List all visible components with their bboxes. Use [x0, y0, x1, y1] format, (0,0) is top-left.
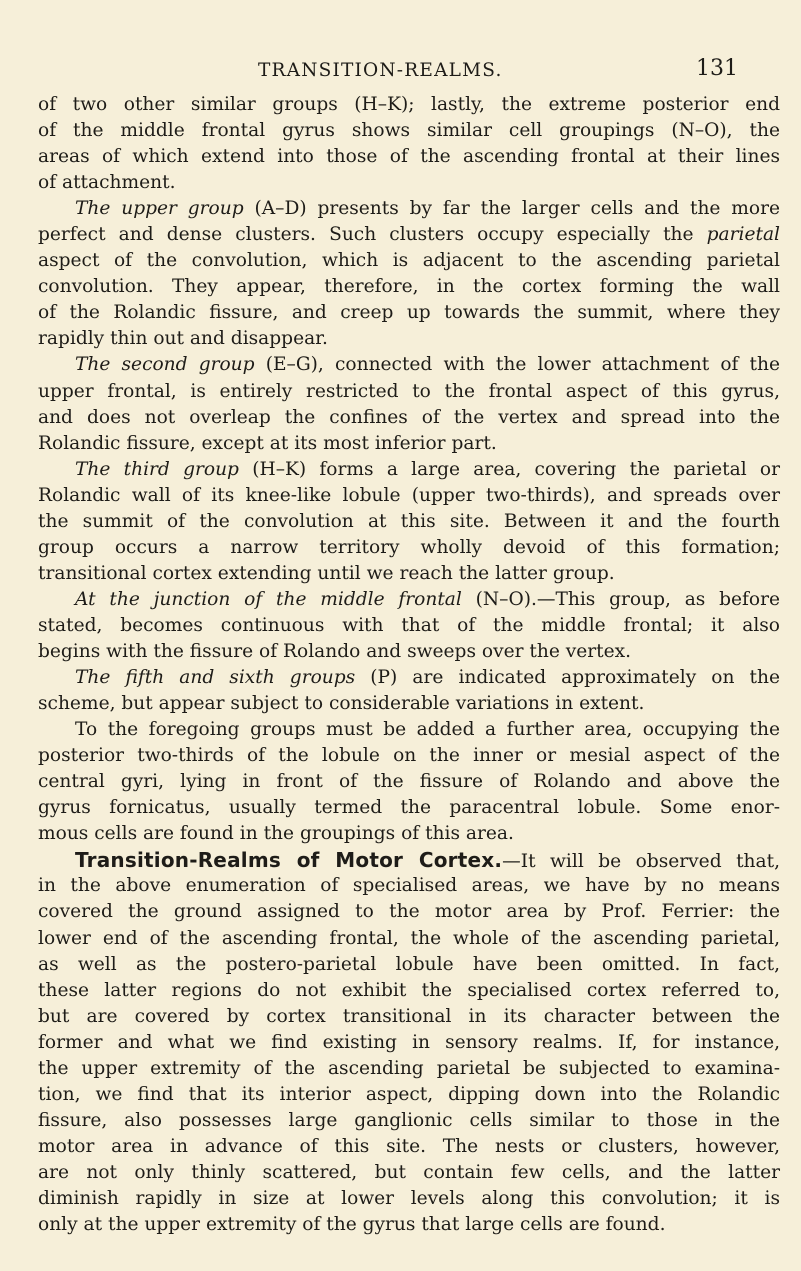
- text-line: [38, 352, 780, 378]
- line-text: scheme, but appear subject to considerable variations in extent.: [38, 693, 645, 715]
- text-line: [38, 665, 780, 691]
- line-text: transitional cortex extending until we reach the latter group.: [38, 562, 615, 584]
- line-text: these latter regions do not exhibit the specialised cortex referred to,: [38, 979, 780, 1001]
- line-text: fissure, also possesses large ganglionic cells similar to those in the: [38, 1109, 780, 1131]
- line-text: of two other similar groups (H–K); lastly, the extreme posterior end: [38, 94, 780, 115]
- line-text: diminish rapidly in size at lower levels along this convolution; it is: [38, 1187, 780, 1209]
- line-text: Rolandic fissure, except at its most inferior part.: [38, 432, 497, 454]
- line-text: of the Rolandic fissure, and creep up towards the summit, where they: [38, 302, 780, 324]
- text-line: [38, 1186, 780, 1212]
- italic-run: The second group: [75, 354, 255, 376]
- text-line: [38, 144, 780, 170]
- line-text: gyrus fornicatus, usually termed the paracentral lobule. Some enor-: [38, 797, 780, 819]
- line-text: the summit of the convolution at this site. Between it and the fourth: [38, 510, 780, 532]
- line-text: Rolandic wall of its knee-like lobule (upper two-thirds), and spreads over: [38, 484, 780, 506]
- line-text: of the middle frontal gyrus shows similar cell groupings (N–O), the: [38, 120, 780, 142]
- body-text: [38, 92, 780, 1238]
- text-line: [38, 274, 780, 300]
- text-line: [38, 431, 780, 457]
- italic-run: At the junction of the middle frontal: [75, 588, 462, 610]
- text-line: [38, 1082, 780, 1108]
- text-line: [38, 1030, 780, 1056]
- line-text: in the above enumeration of specialised areas, we have by no means: [38, 875, 780, 897]
- line-text: (P) are indicated approximately on the: [355, 667, 780, 689]
- line-text: perfect and dense clusters. Such clusters occupy especially the: [38, 224, 707, 246]
- line-text: —It will be observed that,: [502, 851, 780, 873]
- line-text: are not only thinly scattered, but contain few cells, and the latter: [38, 1161, 780, 1183]
- text-line: [38, 196, 780, 222]
- line-text: the upper extremity of the ascending parietal be subjected to examina-: [38, 1057, 780, 1079]
- text-line: [38, 1212, 780, 1238]
- line-text: group occurs a narrow territory wholly devoid of this formation;: [38, 536, 780, 558]
- line-text: upper frontal, is entirely restricted to the frontal aspect of this gyrus,: [38, 380, 780, 402]
- text-line: [38, 457, 780, 483]
- text-line: [38, 1004, 780, 1030]
- text-line: [38, 1134, 780, 1160]
- line-text: posterior two-thirds of the lobule on the inner or mesial aspect of the: [38, 745, 780, 767]
- text-line: [38, 300, 780, 326]
- text-line: [38, 821, 780, 847]
- text-line: [38, 535, 780, 561]
- text-line: [38, 743, 780, 769]
- line-text: areas of which extend into those of the ascending frontal at their lines: [38, 146, 780, 168]
- line-text: tion, we find that its interior aspect, dipping down into the Rolandic: [38, 1083, 780, 1105]
- text-line: [38, 170, 780, 196]
- text-line: [38, 847, 780, 873]
- text-line: [38, 1108, 780, 1134]
- text-line: [38, 405, 780, 431]
- line-text: To the foregoing groups must be added a further area, occupying the: [75, 719, 780, 741]
- text-line: [38, 691, 780, 717]
- line-text: of attachment.: [38, 172, 176, 194]
- line-text: central gyri, lying in front of the fissure of Rolando and above the: [38, 771, 780, 793]
- text-line: [38, 248, 780, 274]
- text-line: [38, 561, 780, 587]
- text-line: [38, 899, 780, 925]
- line-text: motor area in advance of this site. The nests or clusters, however,: [38, 1135, 780, 1157]
- line-text: (N–O).—This group, as before: [461, 588, 780, 610]
- running-head: TRANSITION-REALMS.: [258, 60, 503, 81]
- line-text: as well as the postero-parietal lobule have been omitted. In fact,: [38, 953, 780, 975]
- text-line: [38, 379, 780, 405]
- text-line: [38, 483, 780, 509]
- italic-run: The fifth and sixth groups: [75, 667, 356, 689]
- line-text: covered the ground assigned to the motor area by Prof. Ferrier: the: [38, 901, 780, 923]
- line-text: former and what we find existing in sensory realms. If, for instance,: [38, 1031, 780, 1053]
- line-text: stated, becomes continuous with that of the middle frontal; it also: [38, 614, 780, 636]
- line-text: begins with the fissure of Rolando and sweeps over the vertex.: [38, 640, 632, 662]
- text-line: [38, 639, 780, 665]
- italic-run: The third group: [75, 458, 239, 480]
- text-line: [38, 1160, 780, 1186]
- text-line: [38, 873, 780, 899]
- text-line: [38, 1056, 780, 1082]
- line-text: aspect of the convolution, which is adjacent to the ascending parietal: [38, 250, 780, 272]
- text-line: [38, 326, 780, 352]
- line-text: mous cells are found in the groupings of this area.: [38, 823, 514, 845]
- page-number: 131: [696, 56, 738, 81]
- text-line: [38, 926, 780, 952]
- line-text: (E–G), connected with the lower attachment of the: [254, 354, 780, 376]
- line-text: but are covered by cortex transitional in its character between the: [38, 1005, 780, 1027]
- text-line: [38, 613, 780, 639]
- text-line: [38, 222, 780, 248]
- text-line: [38, 118, 780, 144]
- text-line: [38, 978, 780, 1004]
- section-heading: Transition-Realms of Motor Cortex.: [75, 848, 503, 873]
- line-text: only at the upper extremity of the gyrus that large cells are found.: [38, 1214, 666, 1236]
- line-text: (H–K) forms a large area, covering the parietal or: [238, 458, 780, 480]
- line-text: (A–D) presents by far the larger cells and the more: [243, 198, 780, 220]
- line-text: rapidly thin out and disappear.: [38, 328, 328, 350]
- line-text: lower end of the ascending frontal, the whole of the ascending parietal,: [38, 927, 780, 949]
- text-line: [38, 952, 780, 978]
- text-line: [38, 795, 780, 821]
- text-line: [38, 587, 780, 613]
- italic-run: parietal: [706, 224, 780, 246]
- line-text: convolution. They appear, therefore, in the cortex forming the wall: [38, 276, 780, 298]
- text-line: [38, 92, 780, 118]
- italic-run: The upper group: [75, 198, 244, 220]
- text-line: [38, 717, 780, 743]
- text-line: [38, 509, 780, 535]
- text-line: [38, 769, 780, 795]
- line-text: and does not overleap the confines of the vertex and spread into the: [38, 406, 780, 428]
